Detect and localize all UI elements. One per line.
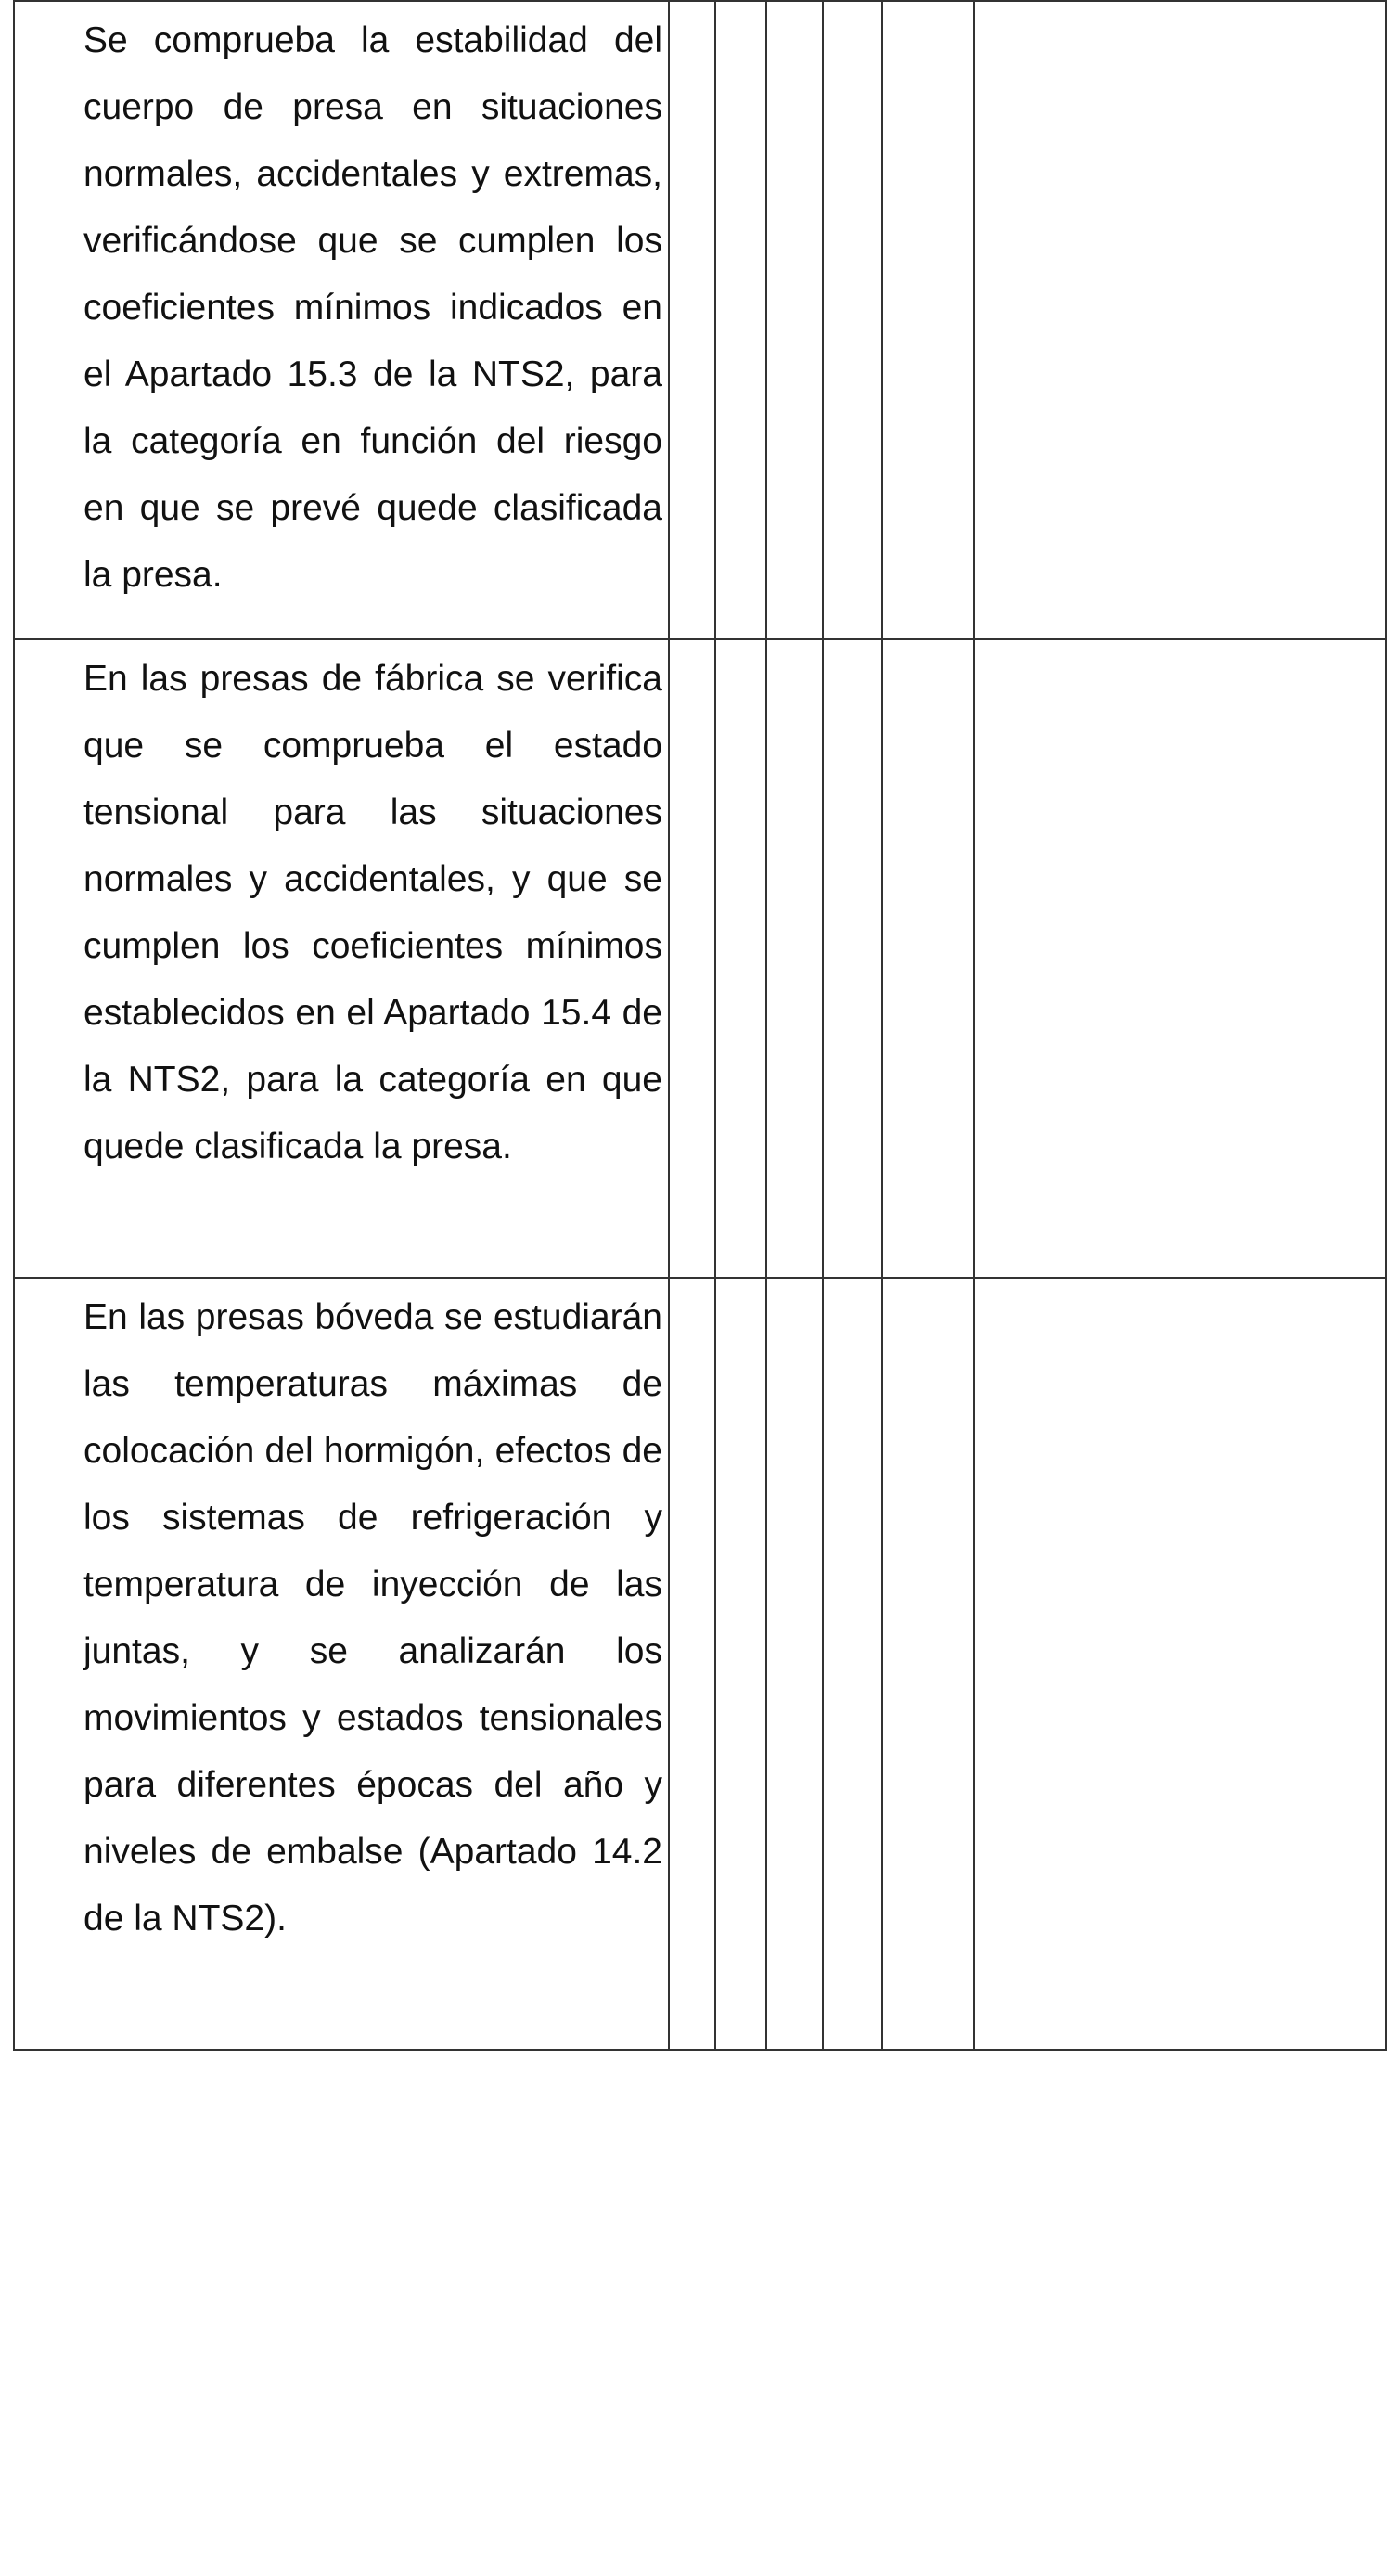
check-cell[interactable] <box>823 1 882 639</box>
requirement-cell <box>14 1278 669 2050</box>
checklist-page <box>13 0 1385 2051</box>
check-cell[interactable] <box>882 1278 974 2050</box>
check-cell[interactable] <box>823 639 882 1278</box>
check-cell[interactable] <box>715 1278 766 2050</box>
check-cell[interactable] <box>715 1 766 639</box>
requirement-cell <box>14 1 669 639</box>
check-cell[interactable] <box>766 1278 823 2050</box>
check-cell[interactable] <box>882 639 974 1278</box>
checklist-table <box>13 0 1387 2051</box>
check-cell[interactable] <box>715 639 766 1278</box>
check-cell[interactable] <box>766 639 823 1278</box>
table-row <box>14 1 1386 639</box>
check-cell[interactable] <box>669 1278 715 2050</box>
observations-cell[interactable] <box>974 1 1386 639</box>
requirement-text: En las presas bóveda se estudiarán las temperaturas máximas de colocación del hormigón, efectos de los sistemas de refrigeración y temperatura de inyección de las juntas, y se analizarán los movimientos y estados tensionales para diferentes épocas del año y niveles de embalse (Apartado 14.2 de la NTS2). <box>83 1297 662 1938</box>
table-row <box>14 1278 1386 2050</box>
observations-cell[interactable] <box>974 639 1386 1278</box>
observations-cell[interactable] <box>974 1278 1386 2050</box>
requirement-text: En las presas de fábrica se verifica que se comprueba el estado tensional para las situaciones normales y accidentales, y que se cumplen los coeficientes mínimos establecidos en el Apartado 15.4 de la NTS2, para la categoría en que quede clasificada la presa. <box>83 659 662 1166</box>
check-cell[interactable] <box>823 1278 882 2050</box>
table-row <box>14 639 1386 1278</box>
requirement-cell <box>14 639 669 1278</box>
check-cell[interactable] <box>669 639 715 1278</box>
check-cell[interactable] <box>669 1 715 639</box>
check-cell[interactable] <box>766 1 823 639</box>
check-cell[interactable] <box>882 1 974 639</box>
requirement-text: Se comprueba la estabilidad del cuerpo de presa en situaciones normales, accidentales y extremas, verificándose que se cumplen los coeficientes mínimos indicados en el Apartado 15.3 de la NTS2, para la categoría en función del riesgo en que se prevé quede clasificada la presa. <box>83 20 662 595</box>
